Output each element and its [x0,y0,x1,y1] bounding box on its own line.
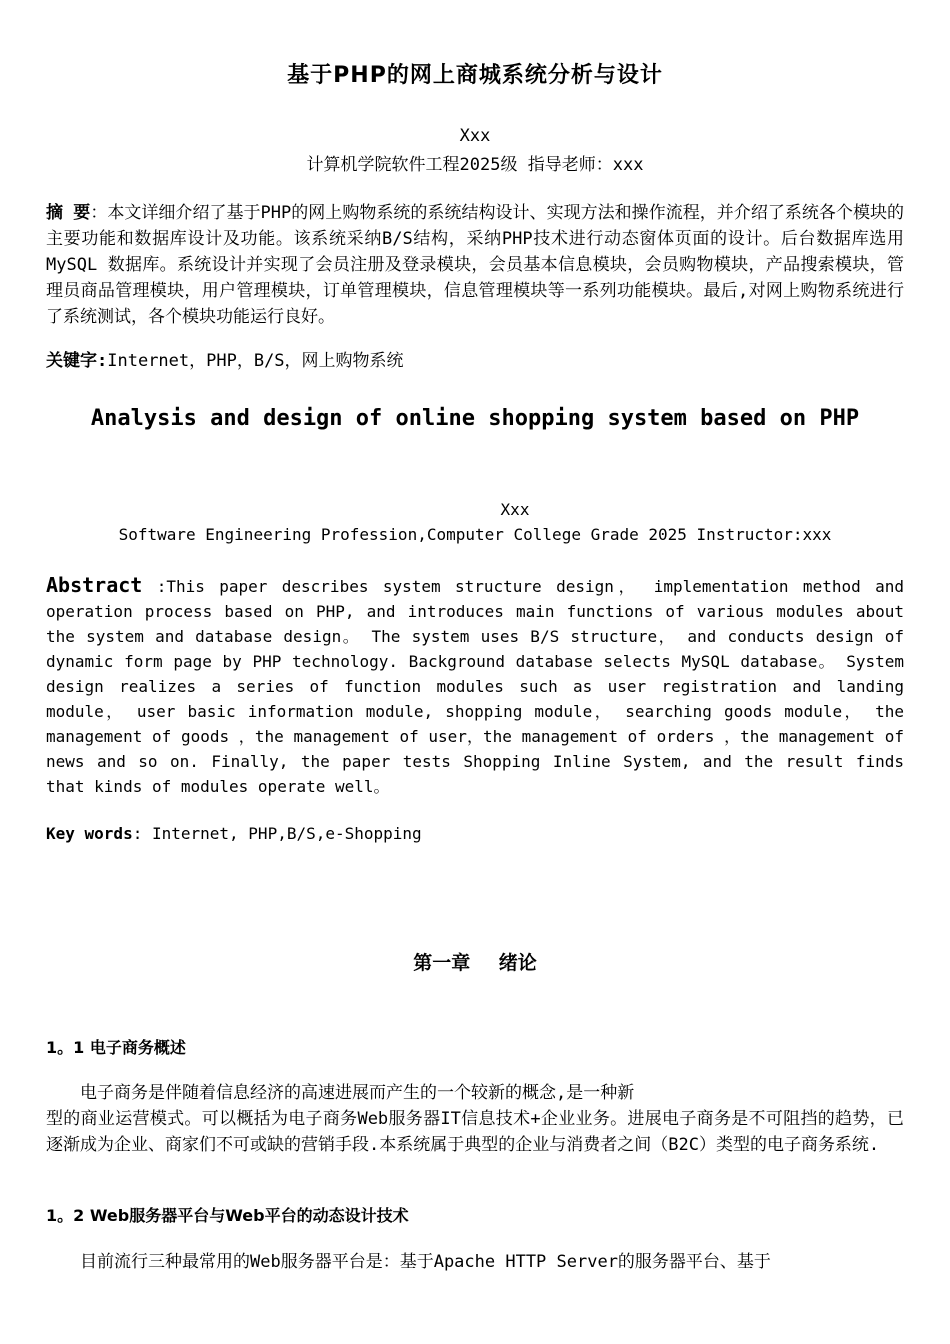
keywords-chinese-text: Internet，PHP，B/S，网上购物系统 [107,351,404,371]
abstract-chinese [46,200,904,330]
chapter-title: 第一章 绪论 [413,952,537,974]
abstract-chinese-text: ：本文详细介绍了基于PHP的网上购物系统的系统结构设计、实现方法和操作流程，并介绍了系统各个模块的主要功能和数据库设计及功能。该系统采纳B/S结构，采纳PHP技术进行动态窗体页面的设计。后台数据库选用MySQL 数据库。系统设计并实现了会员注册及登录模块，会员基本信息模块，会员购物模块，产品搜索模块，管理员商品管理模块，用户管理模块，订单管理模块，信息管理模块等一系列功能模块。最后,对网上购物系统进行了系统测试，各个模块功能运行良好。 [46,203,904,327]
keywords-english-label: Key words [46,824,133,843]
paragraph-first-line: 电子商务是伴随着信息经济的高速进展而产生的一个较新的概念,是一种新 [80,1083,635,1103]
title-english: Analysis and design of online shopping system based on PHP [90,406,860,431]
abstract-english-text: :This paper describes system structure design， implementation method and operation process based on PHP, and introduces main functions of various modules about the system and database design。 The system uses B/S structure， and conducts design of dynamic form page by PHP technology. Background database selects MySQL database。 System design realizes a series of function modules such as user registration and landing module， user basic information module, shopping module， searching goods module， the management of goods ，the management of user，the management of orders ，the management of news and so on. Finally, the paper tests Shopping Inline System, and the result finds that kinds of modules operate well。 [46,577,904,796]
paragraph-continuation: 型的商业运营模式。可以概括为电子商务Web服务器IT信息技术+企业业务。进展电子商务是不可阻挡的趋势，已逐渐成为企业、商家们不可或缺的营销手段.本系统属于典型的企业与消费者之间（B2C）类型的电子商务系统. [46,1109,904,1155]
section-1-1-paragraph [46,1080,904,1158]
abstract-english [46,573,904,799]
keywords-english [46,821,904,846]
abstract-chinese-label: 摘 要 [46,203,91,223]
author-chinese: Xxx [459,126,491,146]
section-heading-1-2: 1。2 Web服务器平台与Web平台的动态设计技术 [46,1206,409,1225]
title-chinese: 基于PHP的网上商城系统分析与设计 [287,63,663,88]
affiliation-english: Software Engineering Profession,Computer College Grade 2025 Instructor:xxx [118,525,832,544]
abstract-english-label: Abstract [46,573,143,597]
affiliation-chinese: 计算机学院软件工程2025级 指导老师：xxx [306,155,644,175]
section-heading-1-1: 1。1 电子商务概述 [46,1038,186,1057]
keywords-english-text: : Internet, PHP,B/S,e-Shopping [132,824,422,843]
section-1-2-paragraph: 目前流行三种最常用的Web服务器平台是：基于Apache HTTP Server的服务器平台、基于 [80,1252,771,1272]
keywords-chinese [46,348,904,374]
keywords-chinese-label: 关键字: [46,351,108,371]
author-english: Xxx [500,500,530,519]
